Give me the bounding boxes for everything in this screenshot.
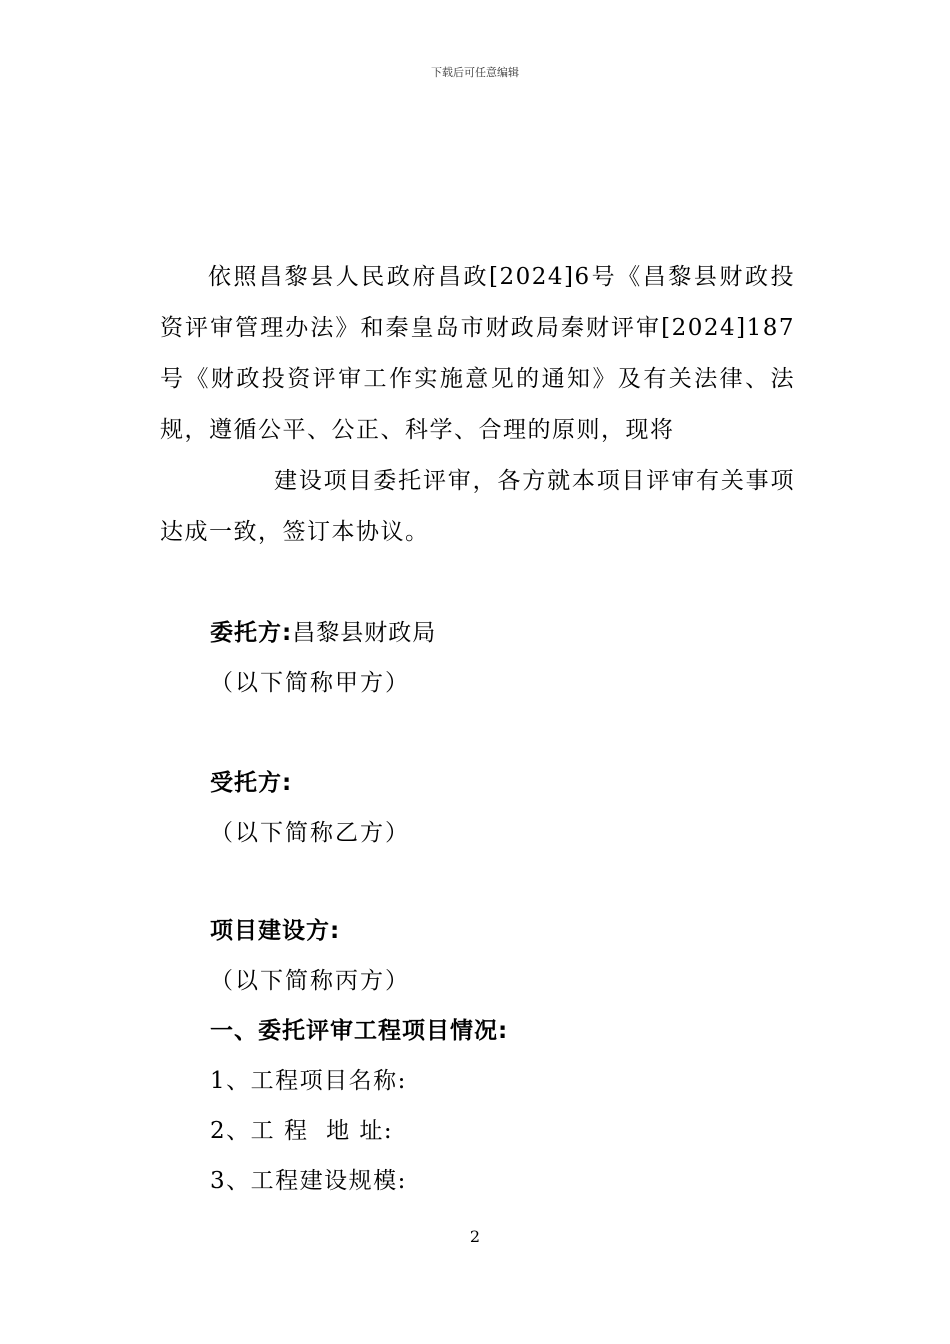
section-1-item-project-name: 1、工程项目名称: [210, 1068, 407, 1094]
client-value: 昌黎县财政局 [292, 620, 437, 646]
section-1-item-address: 2、工 程 地 址: [210, 1118, 394, 1144]
section-1-title: 一、委托评审工程项目情况: [210, 1018, 509, 1044]
intro-paragraph-1: 依照昌黎县人民政府昌政[2024]6号《昌黎县财政投资评审管理办法》和秦皇岛市财政局秦财评审[2024]187号《财政投资评审工作实施意见的通知》及有关法律、法规，遵循公平、公正、科学、合理的原则，现将 [160, 264, 795, 443]
page-header-note: 下载后可任意编辑 [431, 66, 519, 79]
section-1-item-scale: 3、工程建设规模: [210, 1168, 407, 1194]
client-label: 委托方: [210, 620, 293, 646]
trustee-label: 受托方: [210, 770, 293, 796]
page-number: 2 [469, 1227, 481, 1246]
builder-label: 项目建设方: [210, 918, 341, 944]
intro-paragraph-2: 建设项目委托评审，各方就本项目评审有关事项达成一致，签订本协议。 [160, 468, 795, 545]
trustee-alias: （以下简称乙方） [210, 820, 410, 846]
builder-alias: （以下简称丙方） [210, 968, 410, 994]
client-line [160, 608, 795, 658]
document-body [160, 252, 795, 1206]
client-alias: （以下简称甲方） [210, 670, 410, 696]
